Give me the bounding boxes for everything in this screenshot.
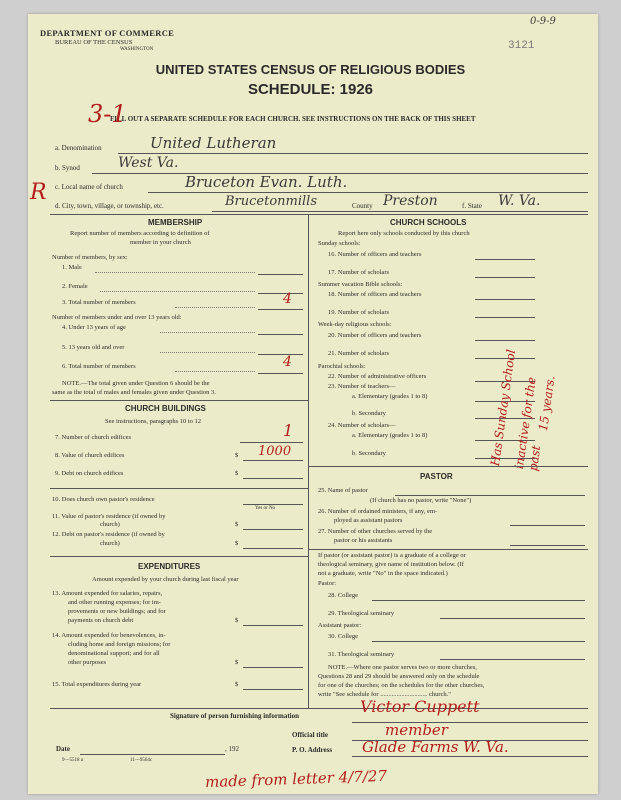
q13-line-1: 13. Amount expended for salaries, repairs,	[52, 590, 163, 597]
q17: 17. Number of scholars	[328, 269, 390, 276]
serial-number: 3121	[508, 40, 535, 52]
q15-dollar: $	[235, 681, 239, 688]
q13-line-2: and other running expenses; for im-	[68, 599, 161, 606]
official-title-label: Official title	[292, 731, 328, 739]
state-value[interactable]: W. Va.	[498, 193, 541, 209]
q12-residence-debt-cont: church)	[100, 540, 120, 547]
q10-owns-residence: 10. Does church own pastor's residence	[52, 496, 155, 503]
official-title-value[interactable]: member	[385, 721, 448, 739]
q24: 24. Number of scholars—	[328, 422, 396, 429]
q24a: a. Elementary (grades 1 to 8)	[352, 432, 428, 439]
church-name-value[interactable]: Bruceton Evan. Luth.	[185, 173, 348, 191]
q26-line-1: 26. Number of ordained ministers, if any, em-	[318, 508, 438, 515]
church-buildings-title: CHURCH BUILDINGS	[125, 404, 206, 413]
q31-seminary: 31. Theological seminary	[328, 651, 395, 658]
q11-residence-value: 11. Value of pastor's residence (if owned by	[52, 513, 166, 520]
q8-dollar: $	[235, 452, 239, 459]
q19: 19. Number of scholars	[328, 309, 390, 316]
q25-note: (If church has no pastor, write "None")	[370, 497, 472, 504]
membership-note-2: member in your church	[130, 239, 191, 246]
pastor-note-3: for one of the churches; on the schedules for the other churches,	[318, 682, 485, 689]
weekday-schools-heading: Week-day religious schools:	[318, 321, 392, 328]
membership-footnote-2: same as the total of males and females given under Question 3.	[52, 389, 216, 396]
q3-total-members-value[interactable]: 4	[283, 291, 292, 307]
yes-no-hint: Yes or No	[255, 506, 276, 511]
q21: 21. Number of scholars	[328, 350, 390, 357]
state-label: f. State	[462, 202, 482, 210]
pastor-note-1: NOTE.—Where one pastor serves two or more churches,	[328, 664, 477, 671]
county-label: County	[352, 202, 373, 210]
q6-total-members: 6. Total number of members	[62, 363, 136, 370]
q9-debt-edifices: 9. Debt on church edifices	[55, 470, 124, 477]
members-by-sex-heading: Number of members, by sex:	[52, 254, 128, 261]
city-name: WASHINGTON	[120, 47, 154, 52]
q7-church-edifices-value[interactable]: 1	[283, 421, 294, 440]
q13-dollar: $	[235, 617, 239, 624]
q14-dollar: $	[235, 659, 239, 666]
q23a: a. Elementary (grades 1 to 8)	[352, 393, 428, 400]
q5-13-and-over: 5. 13 years old and over	[62, 344, 125, 351]
signature-label: Signature of person furnishing information	[170, 712, 299, 720]
date-label: Date	[56, 745, 70, 753]
q3-total-members: 3. Total number of members	[62, 299, 136, 306]
made-from-letter-note: made from letter 4/7/27	[204, 766, 388, 792]
q1-male: 1. Male	[62, 264, 82, 271]
q26-line-2: ployed as assistant pastors	[334, 517, 403, 524]
graduate-note-3: not a graduate, write "No" in the space indicated.)	[318, 570, 448, 577]
age-heading: Number of members under and over 13 years old:	[52, 314, 182, 321]
q30-college: 30. College	[328, 633, 358, 640]
pastor-note-4: write "See schedule for ............................. church."	[318, 691, 451, 698]
page-title: UNITED STATES CENSUS OF RELIGIOUS BODIES	[155, 62, 466, 77]
schools-annotation-line-2: inactive for the past	[512, 376, 544, 472]
q14-line-2: cluding home and foreign missions; for	[68, 641, 171, 648]
q2-female: 2. Female	[62, 283, 88, 290]
q7-church-edifices: 7. Number of church edifices	[55, 434, 131, 441]
q23: 23. Number of teachers—	[328, 383, 396, 390]
church-schools-title: CHURCH SCHOOLS	[390, 218, 467, 227]
expenditures-title: EXPENDITURES	[138, 562, 201, 571]
membership-note-1: Report number of members according to definition of	[70, 230, 210, 237]
department-name: DEPARTMENT OF COMMERCE	[40, 28, 175, 38]
denomination-value[interactable]: United Lutheran	[150, 134, 277, 152]
q15-total-expenditures: 15. Total expenditures during year	[52, 681, 142, 688]
q27-line-2: pastor or his assistants	[334, 537, 393, 544]
q14-line-4: other purposes	[68, 659, 107, 666]
corner-note: 0-9-9	[530, 16, 556, 27]
q13-line-4: payments on church debt	[68, 617, 134, 624]
membership-footnote-1: NOTE.—The total given under Question 6 should be the	[62, 380, 210, 387]
synod-value[interactable]: West Va.	[118, 155, 179, 171]
sunday-schools-heading: Sunday schools:	[318, 240, 361, 247]
q16: 16. Number of officers and teachers	[328, 251, 422, 258]
schools-annotation-line-3: 15 years.	[536, 374, 558, 432]
q25-name-of-pastor: 25. Name of pastor	[318, 487, 368, 494]
q12-residence-debt: 12. Debt on pastor's residence (if owned by	[52, 531, 165, 538]
form-number-2: 11—9564c	[130, 758, 153, 763]
q4-under-13: 4. Under 13 years of age	[62, 324, 126, 331]
q20: 20. Number of officers and teachers	[328, 332, 422, 339]
po-address-value[interactable]: Glade Farms W. Va.	[362, 738, 509, 756]
pastor-note-2: Questions 28 and 29 should be answered only on the schedule	[318, 673, 480, 680]
membership-title: MEMBERSHIP	[148, 218, 203, 227]
schedule-title: SCHEDULE: 1926	[247, 81, 374, 98]
form-number-1: 9—5518 a	[62, 758, 83, 763]
q24b: b. Secondary	[352, 450, 386, 457]
pastor-label: Pastor:	[318, 580, 337, 587]
date-year: , 192	[225, 745, 239, 753]
q14-line-1: 14. Amount expended for benevolences, in-	[52, 632, 166, 639]
graduate-note-1: If pastor (or assistant pastor) is a graduate of a college or	[318, 552, 466, 559]
church-name-label: c. Local name of church	[55, 183, 123, 191]
expenditures-sub: Amount expended by your church during last fiscal year	[92, 576, 239, 583]
q6-total-members-value[interactable]: 4	[283, 354, 292, 370]
po-address-label: P. O. Address	[292, 746, 333, 754]
census-schedule-sheet	[28, 14, 598, 794]
signature-value[interactable]: Victor Cuppett	[360, 697, 480, 716]
vacation-schools-heading: Summer vacation Bible schools:	[318, 281, 403, 288]
city-label: d. City, town, village, or township, etc.	[55, 202, 164, 210]
instruction-line: FILL OUT A SEPARATE SCHEDULE FOR EACH CHURCH. SEE INSTRUCTIONS ON THE BACK OF THIS SHEET	[110, 115, 476, 123]
denomination-label: a. Denomination	[55, 144, 102, 152]
q11-residence-value-cont: church)	[100, 521, 120, 528]
synod-label: b. Synod	[55, 164, 80, 172]
q14-line-3: denominational support; and for all	[68, 650, 160, 657]
assistant-pastor-label: Assistant pastor:	[318, 622, 362, 629]
q23b: b. Secondary	[352, 410, 386, 417]
bureau-name: BUREAU OF THE CENSUS	[55, 39, 133, 46]
church-buildings-sub: See instructions, paragraphs 10 to 12	[105, 418, 202, 425]
county-value[interactable]: Preston	[383, 193, 438, 209]
parochial-schools-heading: Parochial schools:	[318, 363, 366, 370]
margin-mark-3-1: 3-1	[88, 100, 127, 128]
q28-college: 28. College	[328, 592, 358, 599]
pastor-title: PASTOR	[420, 472, 453, 481]
q18: 18. Number of officers and teachers	[328, 291, 422, 298]
q27-line-1: 27. Number of other churches served by the	[318, 528, 433, 535]
q12-dollar: $	[235, 540, 239, 547]
q29-seminary: 29. Theological seminary	[328, 610, 395, 617]
city-value[interactable]: Brucetonmills	[225, 194, 318, 209]
q8-value-edifices-value[interactable]: 1000	[258, 444, 292, 459]
church-schools-sub: Report here only schools conducted by this church	[338, 230, 470, 237]
q9-dollar: $	[235, 470, 239, 477]
q11-dollar: $	[235, 521, 239, 528]
q13-line-3: provements or new buildings; and for	[68, 608, 166, 615]
margin-mark-r: R	[30, 180, 47, 205]
schools-annotation-line-1: Has Sunday School	[488, 348, 519, 467]
q8-value-edifices: 8. Value of church edifices	[55, 452, 125, 459]
graduate-note-2: theological seminary, give name of institution below. (If	[318, 561, 464, 568]
q22: 22. Number of administrative officers	[328, 373, 427, 380]
